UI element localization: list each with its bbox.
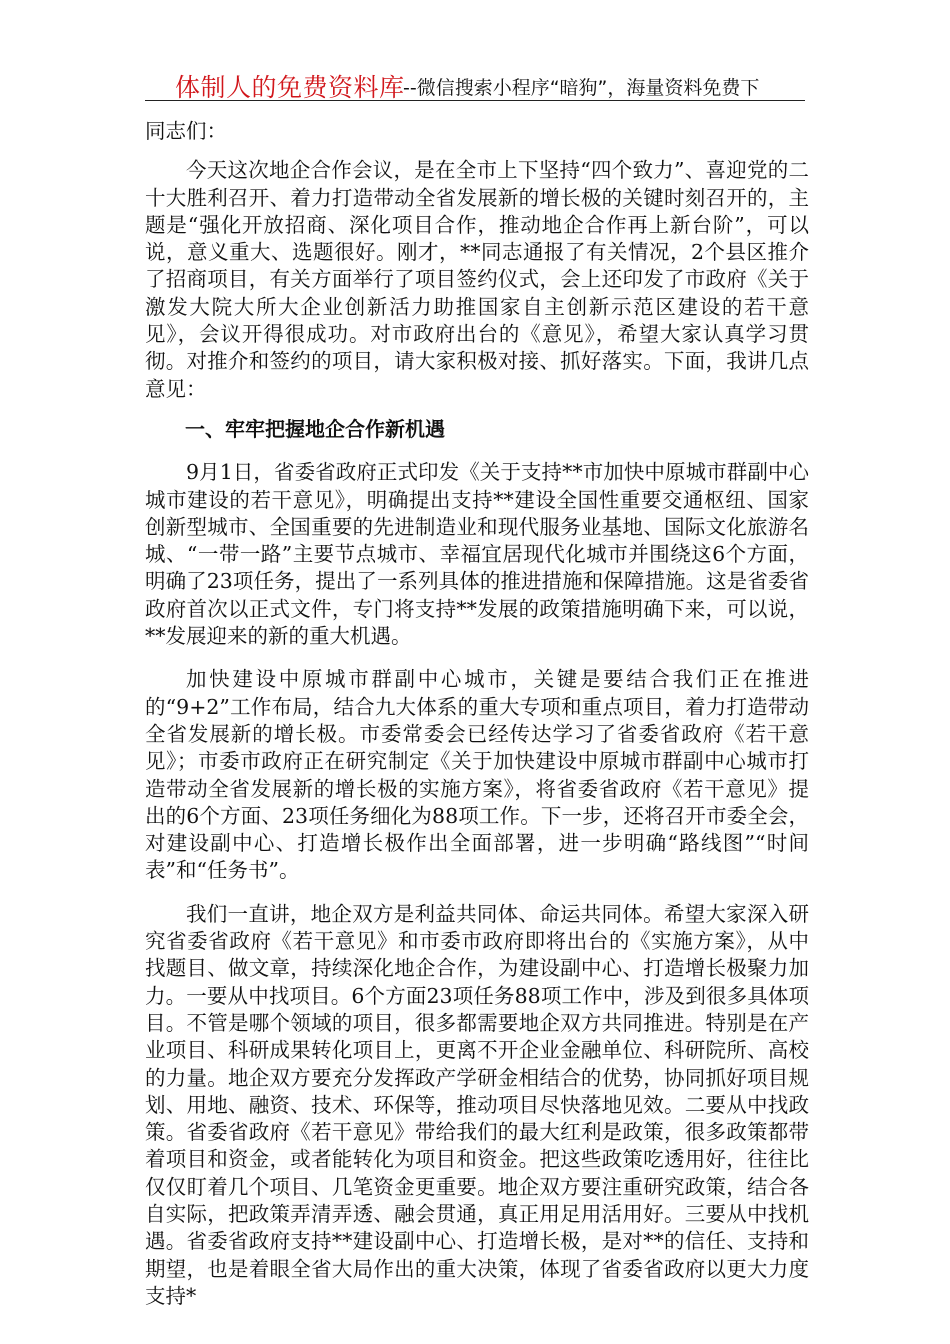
intro-paragraph: 今天这次地企合作会议，是在全市上下坚持“四个致力”、喜迎党的二十大胜利召开、着力打造带动全省发展新的增长极的关键时刻召开的，主题是“强化开放招商、深化项目合作，推动地企合作再上新台阶”，可以说，意义重大、选题很好。刚才，**同志通报了有关情况，2个县区推介了招商项目，有关方面举行了项目签约仪式，会上还印发了市政府《关于激发大院大所大企业创新活力助推国家自主创新示范区建设的若干意见》，会议开得很成功。对市政府出台的《意见》，希望大家认真学习贯彻。对推介和签约的项目，请大家积极对接、抓好落实。下面，我讲几点意见： <box>145 158 809 401</box>
page-header <box>145 64 805 101</box>
document-body <box>145 118 809 1310</box>
salutation: 同志们： <box>145 119 227 143</box>
body-paragraph-1: 9月1日，省委省政府正式印发《关于支持**市加快中原城市群副中心城市建设的若干意见》，明确提出支持**建设全国性重要交通枢纽、国家创新型城市、全国重要的先进制造业和现代服务业基地、国际文化旅游名城、“一带一路”主要节点城市、幸福宜居现代化城市并围绕这6个方面，明确了23项任务，提出了一系列具体的推进措施和保障措施。这是省委省政府首次以正式文件，专门将支持**发展的政策措施明确下来，可以说，**发展迎来的新的重大机遇。 <box>145 460 809 649</box>
header-tagline: --微信搜索小程序“暗狗”，海量资料免费下 <box>403 77 760 99</box>
brand-title: 体制人的免费资料库 <box>175 73 405 102</box>
body-paragraph-2: 加快建设中原城市群副中心城市，关键是要结合我们正在推进的“9+2”工作布局，结合九大体系的重大专项和重点项目，着力打造带动全省发展新的增长极。市委常委会已经传达学习了省委省政府《若干意见》；市委市政府正在研究制定《关于加快建设中原城市群副中心城市打造带动全省发展新的增长极的实施方案》，将省委省政府《若干意见》提出的6个方面、23项任务细化为88项工作。下一步，还将召开市委全会，对建设副中心、打造增长极作出全面部署，进一步明确“路线图”“时间表”和“任务书”。 <box>145 667 809 883</box>
section-heading: 一、牢牢把握地企合作新机遇 <box>185 416 445 441</box>
body-paragraph-3: 我们一直讲，地企双方是利益共同体、命运共同体。希望大家深入研究省委省政府《若干意见》和市委市政府即将出台的《实施方案》，从中找题目、做文章，持续深化地企合作，为建设副中心、打造增长极聚力加力。一要从中找项目。6个方面23项任务88项工作中，涉及到很多具体项目。不管是哪个领域的项目，很多都需要地企双方共同推进。特别是在产业项目、科研成果转化项目上，更离不开企业金融单位、科研院所、高校的力量。地企双方要充分发挥政产学研金相结合的优势，协同抓好项目规划、用地、融资、技术、环保等，推动项目尽快落地见效。二要从中找政策。省委省政府《若干意见》带给我们的最大红利是政策，很多政策都带着项目和资金，或者能转化为项目和资金。把这些政策吃透用好，往往比仅仅盯着几个项目、几笔资金更重要。地企双方要注重研究政策，结合各自实际，把政策弄清弄透、融会贯通，真正用足用活用好。三要从中找机遇。省委省政府支持**建设副中心、打造增长极，是对**的信任、支持和期望，也是着眼全省大局作出的重大决策，体现了省委省政府以更大力度支持* <box>145 901 809 1308</box>
